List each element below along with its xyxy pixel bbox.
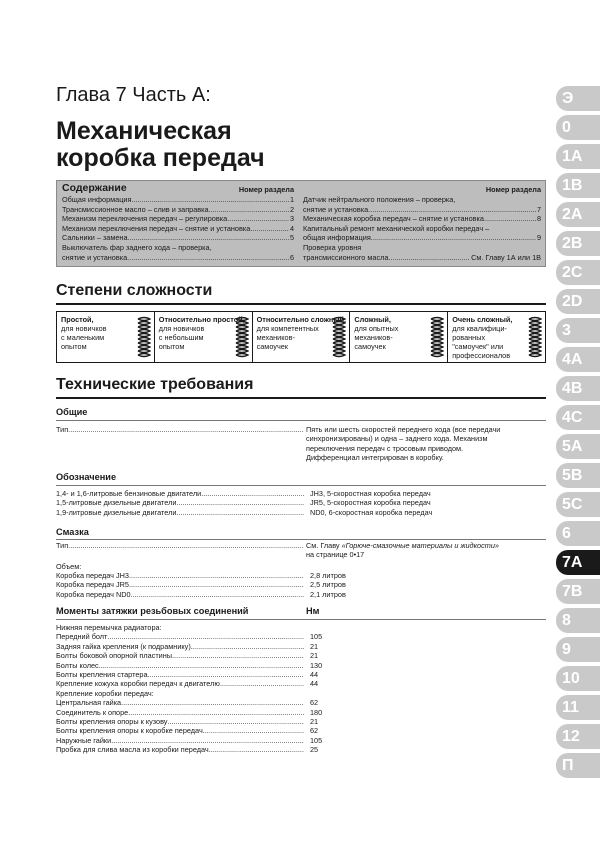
spec-row-value: 2,5 литров xyxy=(310,580,346,590)
spec-row-label: Наружные гайки xyxy=(56,735,112,745)
tab-chapter-2C[interactable]: 2C xyxy=(556,260,600,285)
difficulty-level-line: для опытных xyxy=(354,324,399,333)
contents-item xyxy=(303,205,541,215)
lub-suffix: на странице 0•17 xyxy=(306,550,365,560)
tab-chapter-5B[interactable]: 5B xyxy=(556,463,600,488)
tab-chapter-П[interactable]: П xyxy=(556,753,600,778)
spec-row xyxy=(56,623,546,632)
spec-row xyxy=(56,670,546,679)
spec-row-value: 21 xyxy=(310,717,319,727)
spanner-icon xyxy=(332,316,346,358)
tab-chapter-5C[interactable]: 5C xyxy=(556,492,600,517)
contents-item-title: Трансмиссионное масло – слив и заправка xyxy=(62,204,209,214)
spec-row xyxy=(56,661,546,670)
contents-item xyxy=(62,233,294,243)
contents-number-header-right: Номер раздела xyxy=(485,185,541,194)
difficulty-level-title: Сложный, xyxy=(354,315,391,324)
contents-item xyxy=(62,214,294,224)
lubrication-heading: Смазка xyxy=(56,527,89,537)
spec-row xyxy=(56,679,546,688)
spec-row-value: 62 xyxy=(310,726,319,736)
spec-row-value: JH3, 5-скоростная коробка передач xyxy=(310,489,431,498)
difficulty-level-line: "самоучек" или xyxy=(452,342,504,351)
spec-row-value: JR5, 5-скоростная коробка передач xyxy=(310,498,431,508)
contents-number-header: Номер раздела xyxy=(238,185,294,194)
spec-row xyxy=(56,642,546,651)
tab-chapter-4C[interactable]: 4C xyxy=(556,405,600,430)
tech-rule xyxy=(56,397,546,399)
spec-row-label: Болты крепления опоры к коробке передач xyxy=(56,726,203,736)
tab-chapter-2B[interactable]: 2B xyxy=(556,231,600,256)
torque-heading: Моменты затяжки резьбовых соединений xyxy=(56,606,249,616)
difficulty-level-line: для новичков xyxy=(61,324,107,333)
tab-chapter-10[interactable]: 10 xyxy=(556,666,600,691)
lubrication-type-label: Тип xyxy=(56,541,69,550)
difficulty-level-title: Простой, xyxy=(61,315,94,324)
tab-chapter-12[interactable]: 12 xyxy=(556,724,600,749)
contents-item-title: трансмиссионного масла xyxy=(303,252,389,262)
lub-italic: «Горюче-смазочные материалы и жидкости» xyxy=(341,541,499,550)
difficulty-level-2 xyxy=(155,312,253,362)
contents-item-title: Механическая коробка передач – снятие и установка xyxy=(303,214,484,224)
spec-row xyxy=(56,580,546,589)
difficulty-level-line: с маленьким xyxy=(61,333,105,342)
contents-item-number: 5 xyxy=(289,233,294,243)
contents-item xyxy=(303,243,541,253)
contents-item-number: 7 xyxy=(536,204,541,214)
tab-chapter-3[interactable]: 3 xyxy=(556,318,600,343)
contents-item xyxy=(303,195,541,205)
contents-item-number: 9 xyxy=(536,233,541,243)
general-type-value xyxy=(306,425,546,463)
spec-row-label: Болты боковой опорной пластины xyxy=(56,651,173,661)
lubrication-volume-label-row xyxy=(56,562,546,571)
designation-rule xyxy=(56,485,546,486)
difficulty-heading: Степени сложности xyxy=(56,282,213,299)
spec-row-label: Коробка передач ND0 xyxy=(56,589,131,599)
general-heading: Общие xyxy=(56,407,88,417)
contents-item-title: Механизм переключения передач – снятие и установка xyxy=(62,223,251,233)
tab-chapter-5A[interactable]: 5A xyxy=(556,434,600,459)
contents-item-number: 2 xyxy=(289,204,294,214)
difficulty-level-line: для новичков xyxy=(158,324,205,333)
designation-heading: Обозначение xyxy=(56,472,117,482)
spec-row xyxy=(56,736,546,745)
tab-chapter-1A[interactable]: 1A xyxy=(556,144,600,169)
difficulty-level-line: для квалифици- xyxy=(452,324,507,333)
spec-row-label: Болты крепления стартера xyxy=(56,670,148,680)
contents-item xyxy=(62,205,294,215)
torque-unit: Нм xyxy=(306,606,320,616)
spec-row-label: Соединитель к опоре xyxy=(56,707,129,717)
tab-chapter-6[interactable]: 6 xyxy=(556,521,600,546)
spec-row xyxy=(56,571,546,580)
contents-item-title: общая информация xyxy=(303,233,371,243)
spec-row-value: 105 xyxy=(310,735,323,745)
lub-prefix: См. Главу xyxy=(306,541,342,550)
tab-chapter-2D[interactable]: 2D xyxy=(556,289,600,314)
contents-item-number: 4 xyxy=(289,223,294,233)
difficulty-level-line: механиков- xyxy=(354,333,393,342)
type-value-line: Дифференциал интегрирован в коробку. xyxy=(306,453,444,463)
spec-row-value: 180 xyxy=(310,707,323,717)
tab-chapter-2A[interactable]: 2A xyxy=(556,202,600,227)
contents-item-number: 6 xyxy=(289,252,294,262)
spec-row xyxy=(56,498,546,507)
spec-row-label: Крепление коробки передач: xyxy=(56,688,154,698)
contents-item xyxy=(303,233,541,243)
difficulty-levels xyxy=(56,311,546,363)
contents-heading: Содержание xyxy=(62,182,127,194)
spec-row-value: 105 xyxy=(310,632,323,642)
contents-item-title: Общая информация xyxy=(62,195,132,204)
contents-item-title: Капитальный ремонт механической коробки передач – xyxy=(303,223,490,233)
tab-chapter-4B[interactable]: 4B xyxy=(556,376,600,401)
tab-chapter-11[interactable]: 11 xyxy=(556,695,600,720)
contents-item xyxy=(303,214,541,224)
contents-item-title: Сальники – замена xyxy=(62,233,128,243)
torque-table xyxy=(56,623,546,755)
difficulty-level-line: опытом xyxy=(61,342,87,351)
spec-row-value: 21 xyxy=(310,651,319,661)
contents-item xyxy=(62,243,294,253)
difficulty-level-line: с небольшим xyxy=(158,333,204,342)
contents-item-title: Механизм переключения передач – регулировка xyxy=(62,214,228,224)
difficulty-level-line: профессионалов xyxy=(452,351,511,360)
difficulty-level-line: механиков- xyxy=(256,333,295,342)
title-line-2: коробка передач xyxy=(56,144,265,172)
difficulty-level-4 xyxy=(350,312,448,362)
spanner-icon xyxy=(235,316,249,358)
spec-row-label: Центральная гайка xyxy=(56,698,122,708)
general-rule xyxy=(56,420,546,421)
difficulty-level-title: Очень сложный, xyxy=(452,315,513,324)
lubrication-volume-label: Объем: xyxy=(56,562,82,571)
spec-row-value: 25 xyxy=(310,745,319,755)
spec-row xyxy=(56,717,546,726)
tech-heading: Технические требования xyxy=(56,376,254,393)
difficulty-rule xyxy=(56,303,546,305)
contents-item-title: Датчик нейтрального положения – проверка, xyxy=(303,195,456,204)
lubrication-type-value xyxy=(306,541,551,560)
spec-row-label: Задняя гайка крепления (к подрамнику) xyxy=(56,641,191,651)
spec-row-label: 1,5-литровые дизельные двигатели xyxy=(56,498,177,508)
difficulty-level-line: для компетентных xyxy=(256,324,319,333)
chapter-label: Глава 7 Часть А: xyxy=(56,84,211,106)
tab-chapter-9[interactable]: 9 xyxy=(556,637,600,662)
tab-chapter-7B[interactable]: 7B xyxy=(556,579,600,604)
difficulty-level-line: рованных xyxy=(452,333,486,342)
spec-row xyxy=(56,708,546,717)
contents-item-title: снятие и установка xyxy=(62,252,128,262)
spec-row-label: 1,9-литровые дизельные двигатели xyxy=(56,507,177,517)
contents-item-number: 3 xyxy=(289,214,294,224)
difficulty-level-line: самоучек xyxy=(256,342,288,351)
spec-row-value: 44 xyxy=(310,670,319,680)
contents-item-title: снятие и установка xyxy=(303,204,369,214)
spec-row-value: 21 xyxy=(310,641,319,651)
spec-row-label: Пробка для слива масла из коробки передач xyxy=(56,745,209,755)
contents-item xyxy=(62,224,294,234)
spec-row xyxy=(56,698,546,707)
contents-item-number: 1 xyxy=(289,195,294,204)
spec-row-label: Нижняя перемычка радиатора: xyxy=(56,623,162,632)
spanner-icon xyxy=(430,316,444,358)
type-value-line: Пять или шесть скоростей переднего хода (все передачи xyxy=(306,425,501,434)
designation-table xyxy=(56,489,546,517)
spec-row xyxy=(56,632,546,641)
spec-row xyxy=(56,590,546,599)
torque-rule xyxy=(56,619,546,620)
spec-row-value: 62 xyxy=(310,698,319,708)
tab-chapter-0[interactable]: 0 xyxy=(556,115,600,140)
difficulty-level-title: Относительно простой, xyxy=(158,315,245,324)
spec-row-label: 1,4- и 1,6-литровые бензиновые двигатели xyxy=(56,489,202,498)
tab-chapter-4A[interactable]: 4A xyxy=(556,347,600,372)
lubrication-rule xyxy=(56,539,546,540)
contents-item xyxy=(303,224,541,234)
spanner-icon xyxy=(137,316,151,358)
spec-row xyxy=(56,489,546,498)
difficulty-level-line: самоучек xyxy=(354,342,386,351)
difficulty-level-1 xyxy=(57,312,155,362)
spec-row xyxy=(56,726,546,735)
difficulty-level-line: опытом xyxy=(158,342,185,351)
type-value-line: переключения передач с тросовым приводом. xyxy=(306,443,464,453)
spec-row-value: 2,8 литров xyxy=(310,571,346,580)
spec-row xyxy=(56,689,546,698)
spanner-icon xyxy=(528,316,542,358)
spec-row xyxy=(56,745,546,754)
spec-row xyxy=(56,508,546,517)
difficulty-level-5 xyxy=(448,312,545,362)
tab-chapter-1B[interactable]: 1B xyxy=(556,173,600,198)
lubrication-table xyxy=(56,571,546,599)
type-value-line: синхронизированы) и одна – заднего хода. Механизм xyxy=(306,434,488,444)
tab-chapter-Э[interactable]: Э xyxy=(556,86,600,111)
spec-row-value: 44 xyxy=(310,679,319,689)
spec-row-label: Крепление кожуха коробки передач к двигателю xyxy=(56,679,220,689)
difficulty-level-3 xyxy=(253,312,351,362)
spec-row xyxy=(56,651,546,660)
contents-right-column xyxy=(303,181,541,262)
contents-item xyxy=(62,253,294,263)
spec-row-label: Коробка передач JH3 xyxy=(56,571,129,580)
title-line-1: Механическая xyxy=(56,117,232,145)
contents-item xyxy=(62,195,294,205)
general-type-label: Тип xyxy=(56,425,69,434)
contents-item-number: См. Главу 1А или 1В xyxy=(471,252,541,262)
difficulty-level-title: Относительно сложный, xyxy=(256,315,347,324)
spec-row-label: Болты колес xyxy=(56,660,99,670)
tab-chapter-8[interactable]: 8 xyxy=(556,608,600,633)
spec-row-value: 130 xyxy=(310,660,323,670)
contents-left-column xyxy=(62,181,294,262)
contents-item-number: 8 xyxy=(536,214,541,224)
spec-row-label: Передний болт xyxy=(56,632,108,642)
page-title xyxy=(56,118,265,172)
chapter-tabs xyxy=(556,86,600,782)
contents-box xyxy=(56,180,546,267)
spec-row-label: Болты крепления опоры к кузову xyxy=(56,717,168,727)
contents-item xyxy=(303,253,541,263)
spec-row-value: ND0, 6-скоростная коробка передач xyxy=(310,507,433,517)
tab-chapter-7A[interactable]: 7A xyxy=(556,550,600,575)
contents-item-title: Выключатель фар заднего хода – проверка, xyxy=(62,242,212,252)
spec-row-label: Коробка передач JR5 xyxy=(56,580,129,590)
contents-item-title: Проверка уровня xyxy=(303,242,362,252)
spec-row-value: 2,1 литров xyxy=(310,589,346,599)
